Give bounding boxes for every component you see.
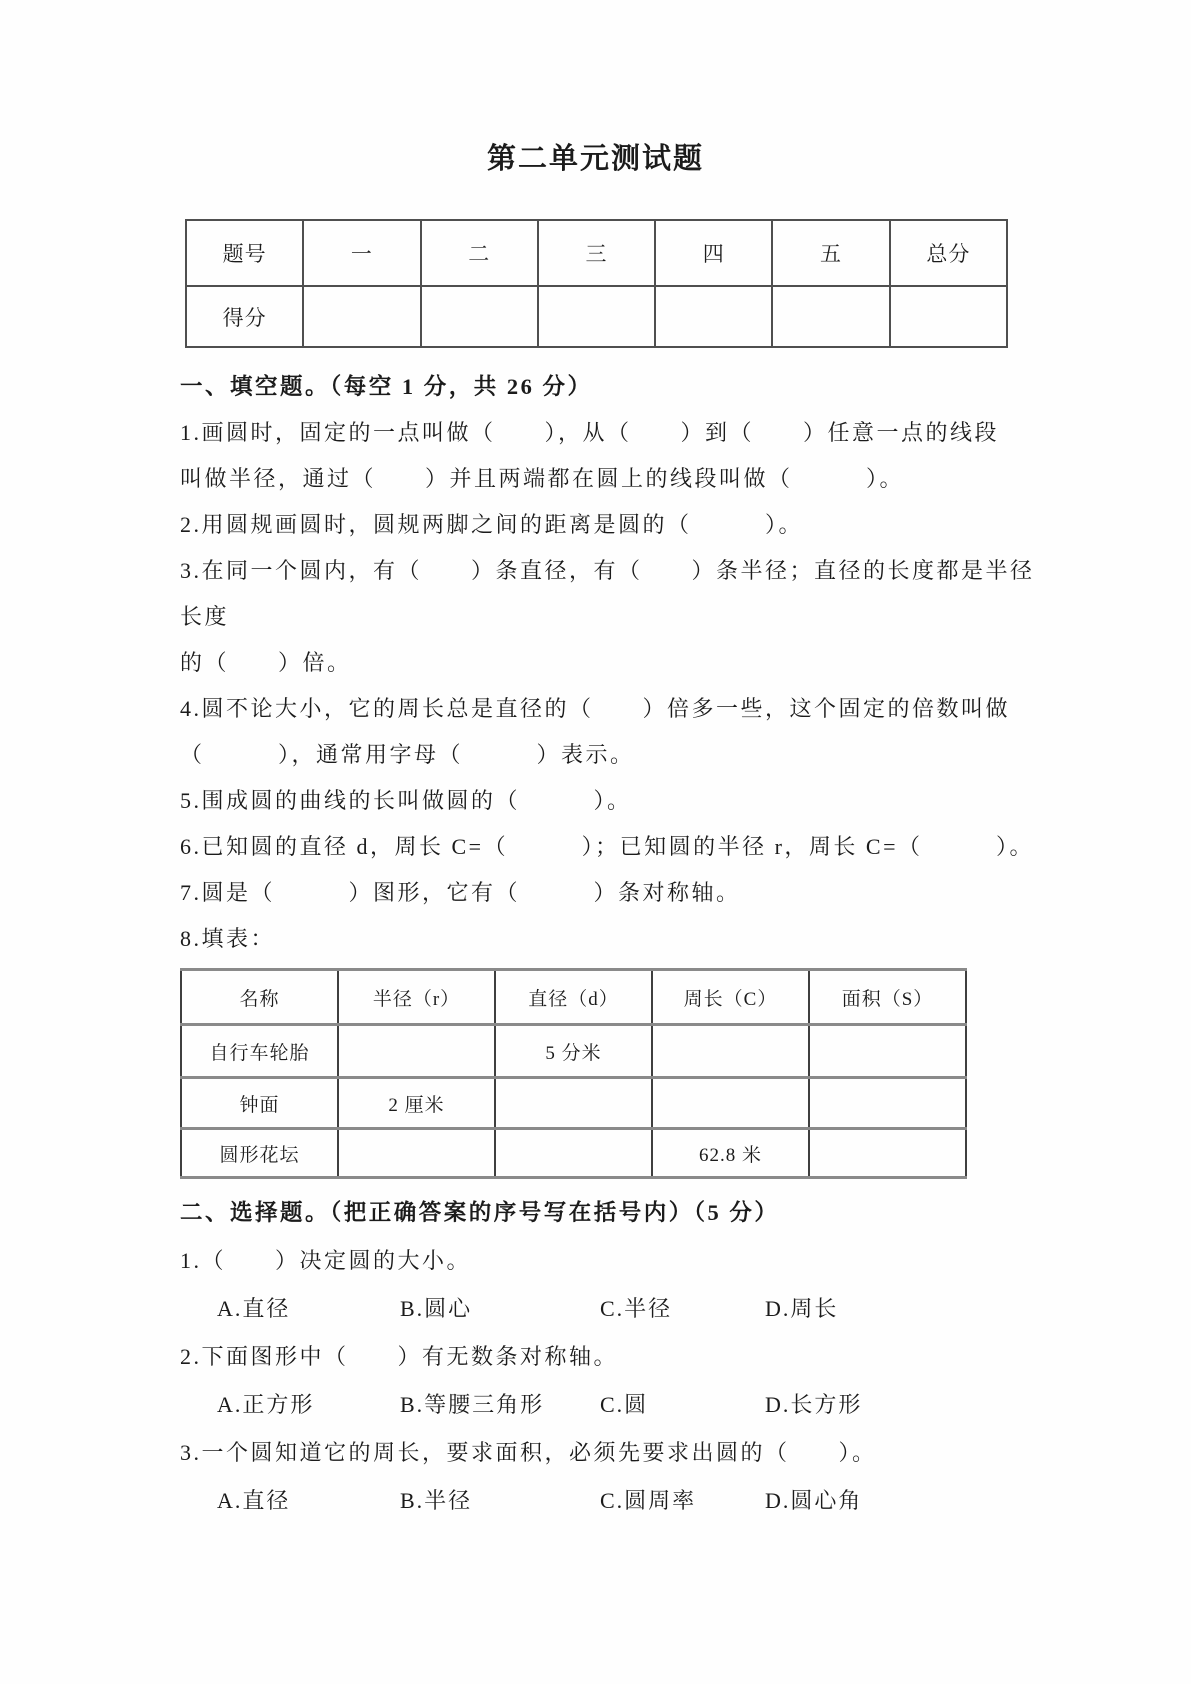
fill-table-header-cell: 周长（C）	[652, 970, 809, 1025]
choice-question-1: 1.（ ）决定圆的大小。	[180, 1248, 472, 1273]
choice-question-3: 3.一个圆知道它的周长，要求面积，必须先要求出圆的（ ）。	[180, 1440, 877, 1465]
score-empty-cell	[890, 286, 1007, 347]
score-row-label: 得分	[186, 286, 303, 347]
fill-table-row-flower-bed	[181, 1129, 966, 1178]
fill-table-header-cell: 名称	[181, 970, 338, 1025]
fill-table-header-row	[181, 970, 966, 1025]
fill-line-q7: 7.圆是（ ）图形，它有（ ）条对称轴。	[180, 880, 741, 905]
score-empty-cell	[421, 286, 538, 347]
score-empty-cell	[303, 286, 420, 347]
fill-line-q6: 6.已知圆的直径 d，周长 C=（ ）；已知圆的半径 r，周长 C=（ ）。	[180, 834, 1034, 859]
fill-table-cell	[809, 1129, 966, 1178]
choice-item: B.半径	[400, 1488, 473, 1513]
section2-heading: 二、选择题。（把正确答案的序号写在括号内）（5 分）	[180, 1200, 780, 1225]
fill-table-header-cell: 半径（r）	[338, 970, 495, 1025]
fill-line-q1-part1: 1.画圆时，固定的一点叫做（ ），从（ ）到（ ）任意一点的线段	[180, 420, 1000, 445]
score-header-cell: 五	[772, 220, 889, 286]
fill-table-cell: 62.8 米	[652, 1129, 809, 1178]
fill-line-q4-part1: 4.圆不论大小，它的周长总是直径的（ ）倍多一些，这个固定的倍数叫做	[180, 696, 1011, 721]
choice-item: D.长方形	[765, 1392, 863, 1417]
score-header-cell: 二	[421, 220, 538, 286]
choice-item: D.周长	[765, 1296, 839, 1321]
choice-item: B.等腰三角形	[400, 1392, 545, 1417]
fill-table-cell	[809, 1025, 966, 1078]
choice-item: C.圆周率	[600, 1488, 697, 1513]
fill-table-cell	[338, 1025, 495, 1078]
fill-line-q4-part2: （ ），通常用字母（ ）表示。	[180, 742, 635, 767]
choice-item: D.圆心角	[765, 1488, 863, 1513]
score-table	[185, 219, 1008, 348]
fill-table-cell	[338, 1129, 495, 1178]
fill-table-row-bicycle-tire	[181, 1025, 966, 1078]
choice-item: C.半径	[600, 1296, 673, 1321]
choice-item: A.直径	[217, 1488, 291, 1513]
score-header-cell: 四	[655, 220, 772, 286]
score-table-header-row	[186, 220, 1007, 286]
score-header-cell: 三	[538, 220, 655, 286]
fill-line-q8-label: 8.填表：	[180, 926, 276, 951]
score-table-score-row	[186, 286, 1007, 347]
score-header-cell: 一	[303, 220, 420, 286]
fill-line-q3-part2: 长度	[180, 604, 230, 629]
fill-table-cell	[495, 1078, 652, 1129]
fill-line-q3-part3: 的（ ）倍。	[180, 650, 352, 675]
section-fill-in-blanks	[180, 364, 1035, 962]
score-header-cell: 题号	[186, 220, 303, 286]
fill-line-q5: 5.围成圆的曲线的长叫做圆的（ ）。	[180, 788, 632, 813]
fill-table-cell	[652, 1025, 809, 1078]
fill-table-cell	[652, 1078, 809, 1129]
choice-item: B.圆心	[400, 1296, 473, 1321]
choice-item: A.直径	[217, 1296, 291, 1321]
section-multiple-choice	[180, 1189, 1030, 1525]
fill-table-row-clock-face	[181, 1078, 966, 1129]
score-empty-cell	[655, 286, 772, 347]
page-title: 第二单元测试题	[486, 143, 704, 175]
fill-line-q3-part1: 3.在同一个圆内，有（ ）条直径，有（ ）条半径；直径的长度都是半径	[180, 558, 1035, 583]
fill-table-header-cell: 直径（d）	[495, 970, 652, 1025]
section1-heading: 一、填空题。（每空 1 分，共 26 分）	[180, 374, 593, 399]
fill-table-cell: 钟面	[181, 1078, 338, 1129]
fill-line-q1-part2: 叫做半径，通过（ ）并且两端都在圆上的线段叫做（ ）。	[180, 466, 905, 491]
score-header-cell: 总分	[890, 220, 1007, 286]
fill-table-cell: 自行车轮胎	[181, 1025, 338, 1078]
fill-line-q2: 2.用圆规画圆时，圆规两脚之间的距离是圆的（ ）。	[180, 512, 804, 537]
fill-table-cell: 2 厘米	[338, 1078, 495, 1129]
score-empty-cell	[772, 286, 889, 347]
fill-table-cell: 圆形花坛	[181, 1129, 338, 1178]
question8-fill-table	[180, 968, 967, 1179]
score-empty-cell	[538, 286, 655, 347]
fill-table-cell	[495, 1129, 652, 1178]
choice-question-2: 2.下面图形中（ ）有无数条对称轴。	[180, 1344, 619, 1369]
choice-item: C.圆	[600, 1392, 649, 1417]
choice-row-3	[180, 1477, 1030, 1525]
fill-table-cell: 5 分米	[495, 1025, 652, 1078]
choice-item: A.正方形	[217, 1392, 315, 1417]
choice-row-1	[180, 1285, 1030, 1333]
choice-row-2	[180, 1381, 1030, 1429]
fill-table-header-cell: 面积（S）	[809, 970, 966, 1025]
fill-table-cell	[809, 1078, 966, 1129]
